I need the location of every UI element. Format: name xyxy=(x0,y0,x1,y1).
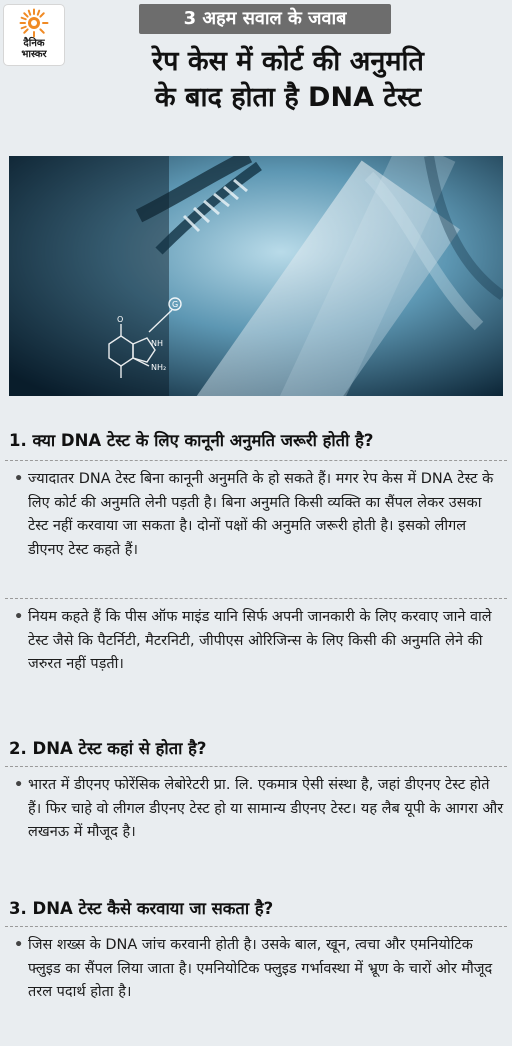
bullet-icon: • xyxy=(14,777,24,793)
dna-illustration xyxy=(9,156,503,396)
bullet-icon: • xyxy=(14,609,24,625)
answer-1-paragraph-2 xyxy=(14,606,506,677)
answer-text: नियम कहते हैं कि पीस ऑफ माइंड यानि सिर्फ अपनी जानकारी के लिए करवाए जाने वाले टेस्ट जैसे कि पैटर्निटी, मैटरनिटी, जीपीएस ओरिजिन्स के लिए किसी की अनुमति लेने की जरुरत नहीं पड़ती। xyxy=(28,609,492,673)
atom-label-nh2: NH₂ xyxy=(151,363,167,372)
logo-text-top: दैनिक xyxy=(23,38,45,49)
answer-3-paragraph-1 xyxy=(14,934,506,1005)
logo-text-bottom: भास्कर xyxy=(21,49,47,60)
atom-label-g: G xyxy=(172,300,179,309)
page-title-line-2: के बाद होता है DNA टेस्ट xyxy=(154,82,422,113)
atom-label-o: O xyxy=(117,315,124,324)
divider xyxy=(5,766,507,767)
answer-text: जिस शख्स के DNA जांच करवानी होती है। उसके बाल, खून, त्वचा और एमनियोटिक फ्लुइड का सैंपल लिया जाता है। एमनियोटिक फ्लुइड गर्भावस्था में भ्रूण के चारों ओर मौजूद तरल पदार्थ होता है। xyxy=(28,937,493,1001)
question-2: 2. DNA टेस्ट कहां से होता है? xyxy=(9,739,207,758)
bullet-icon: • xyxy=(14,471,24,487)
question-1: 1. क्या DNA टेस्ट के लिए कानूनी अनुमति जरूरी होती है? xyxy=(9,431,374,450)
answer-1-paragraph-1 xyxy=(14,468,506,562)
section-tag: 3 अहम सवाल के जवाब xyxy=(139,4,391,34)
divider xyxy=(5,926,507,927)
bullet-icon: • xyxy=(14,937,24,953)
answer-2-paragraph-1 xyxy=(14,774,506,845)
page-title xyxy=(68,44,508,116)
sun-icon xyxy=(19,8,49,38)
divider xyxy=(5,598,507,599)
atom-label-nh: NH xyxy=(151,339,163,348)
dainik-bhaskar-logo[interactable] xyxy=(4,5,64,65)
answer-text: ज्यादातर DNA टेस्ट बिना कानूनी अनुमति के हो सकते हैं। मगर रेप केस में DNA टेस्ट के लिए कोर्ट की अनुमति लेनी पड़ती है। बिना अनुमति किसी व्यक्ति का सैंपल लेकर उसका टेस्ट नहीं करवाया जा सकता है। दोनों पक्षों की अनुमति जरूरी होती है। इसको लीगल डीएनए टेस्ट कहते हैं। xyxy=(28,471,494,558)
answer-text: भारत में डीएनए फोरेंसिक लेबोरेटरी प्रा. लि. एकमात्र ऐसी संस्था है, जहां डीएनए टेस्ट होते हैं। फिर चाहे वो लीगल डीएनए टेस्ट हो या सामान्य डीएनए टेस्ट। यह लैब यूपी के आगरा और लखनऊ में मौजूद है। xyxy=(28,777,504,841)
header xyxy=(0,0,512,150)
divider xyxy=(5,460,507,461)
page-title-line-1: रेप केस में कोर्ट की अनुमति xyxy=(152,46,424,77)
question-3: 3. DNA टेस्ट कैसे करवाया जा सकता है? xyxy=(9,899,274,918)
dna-hero-image xyxy=(9,156,503,396)
